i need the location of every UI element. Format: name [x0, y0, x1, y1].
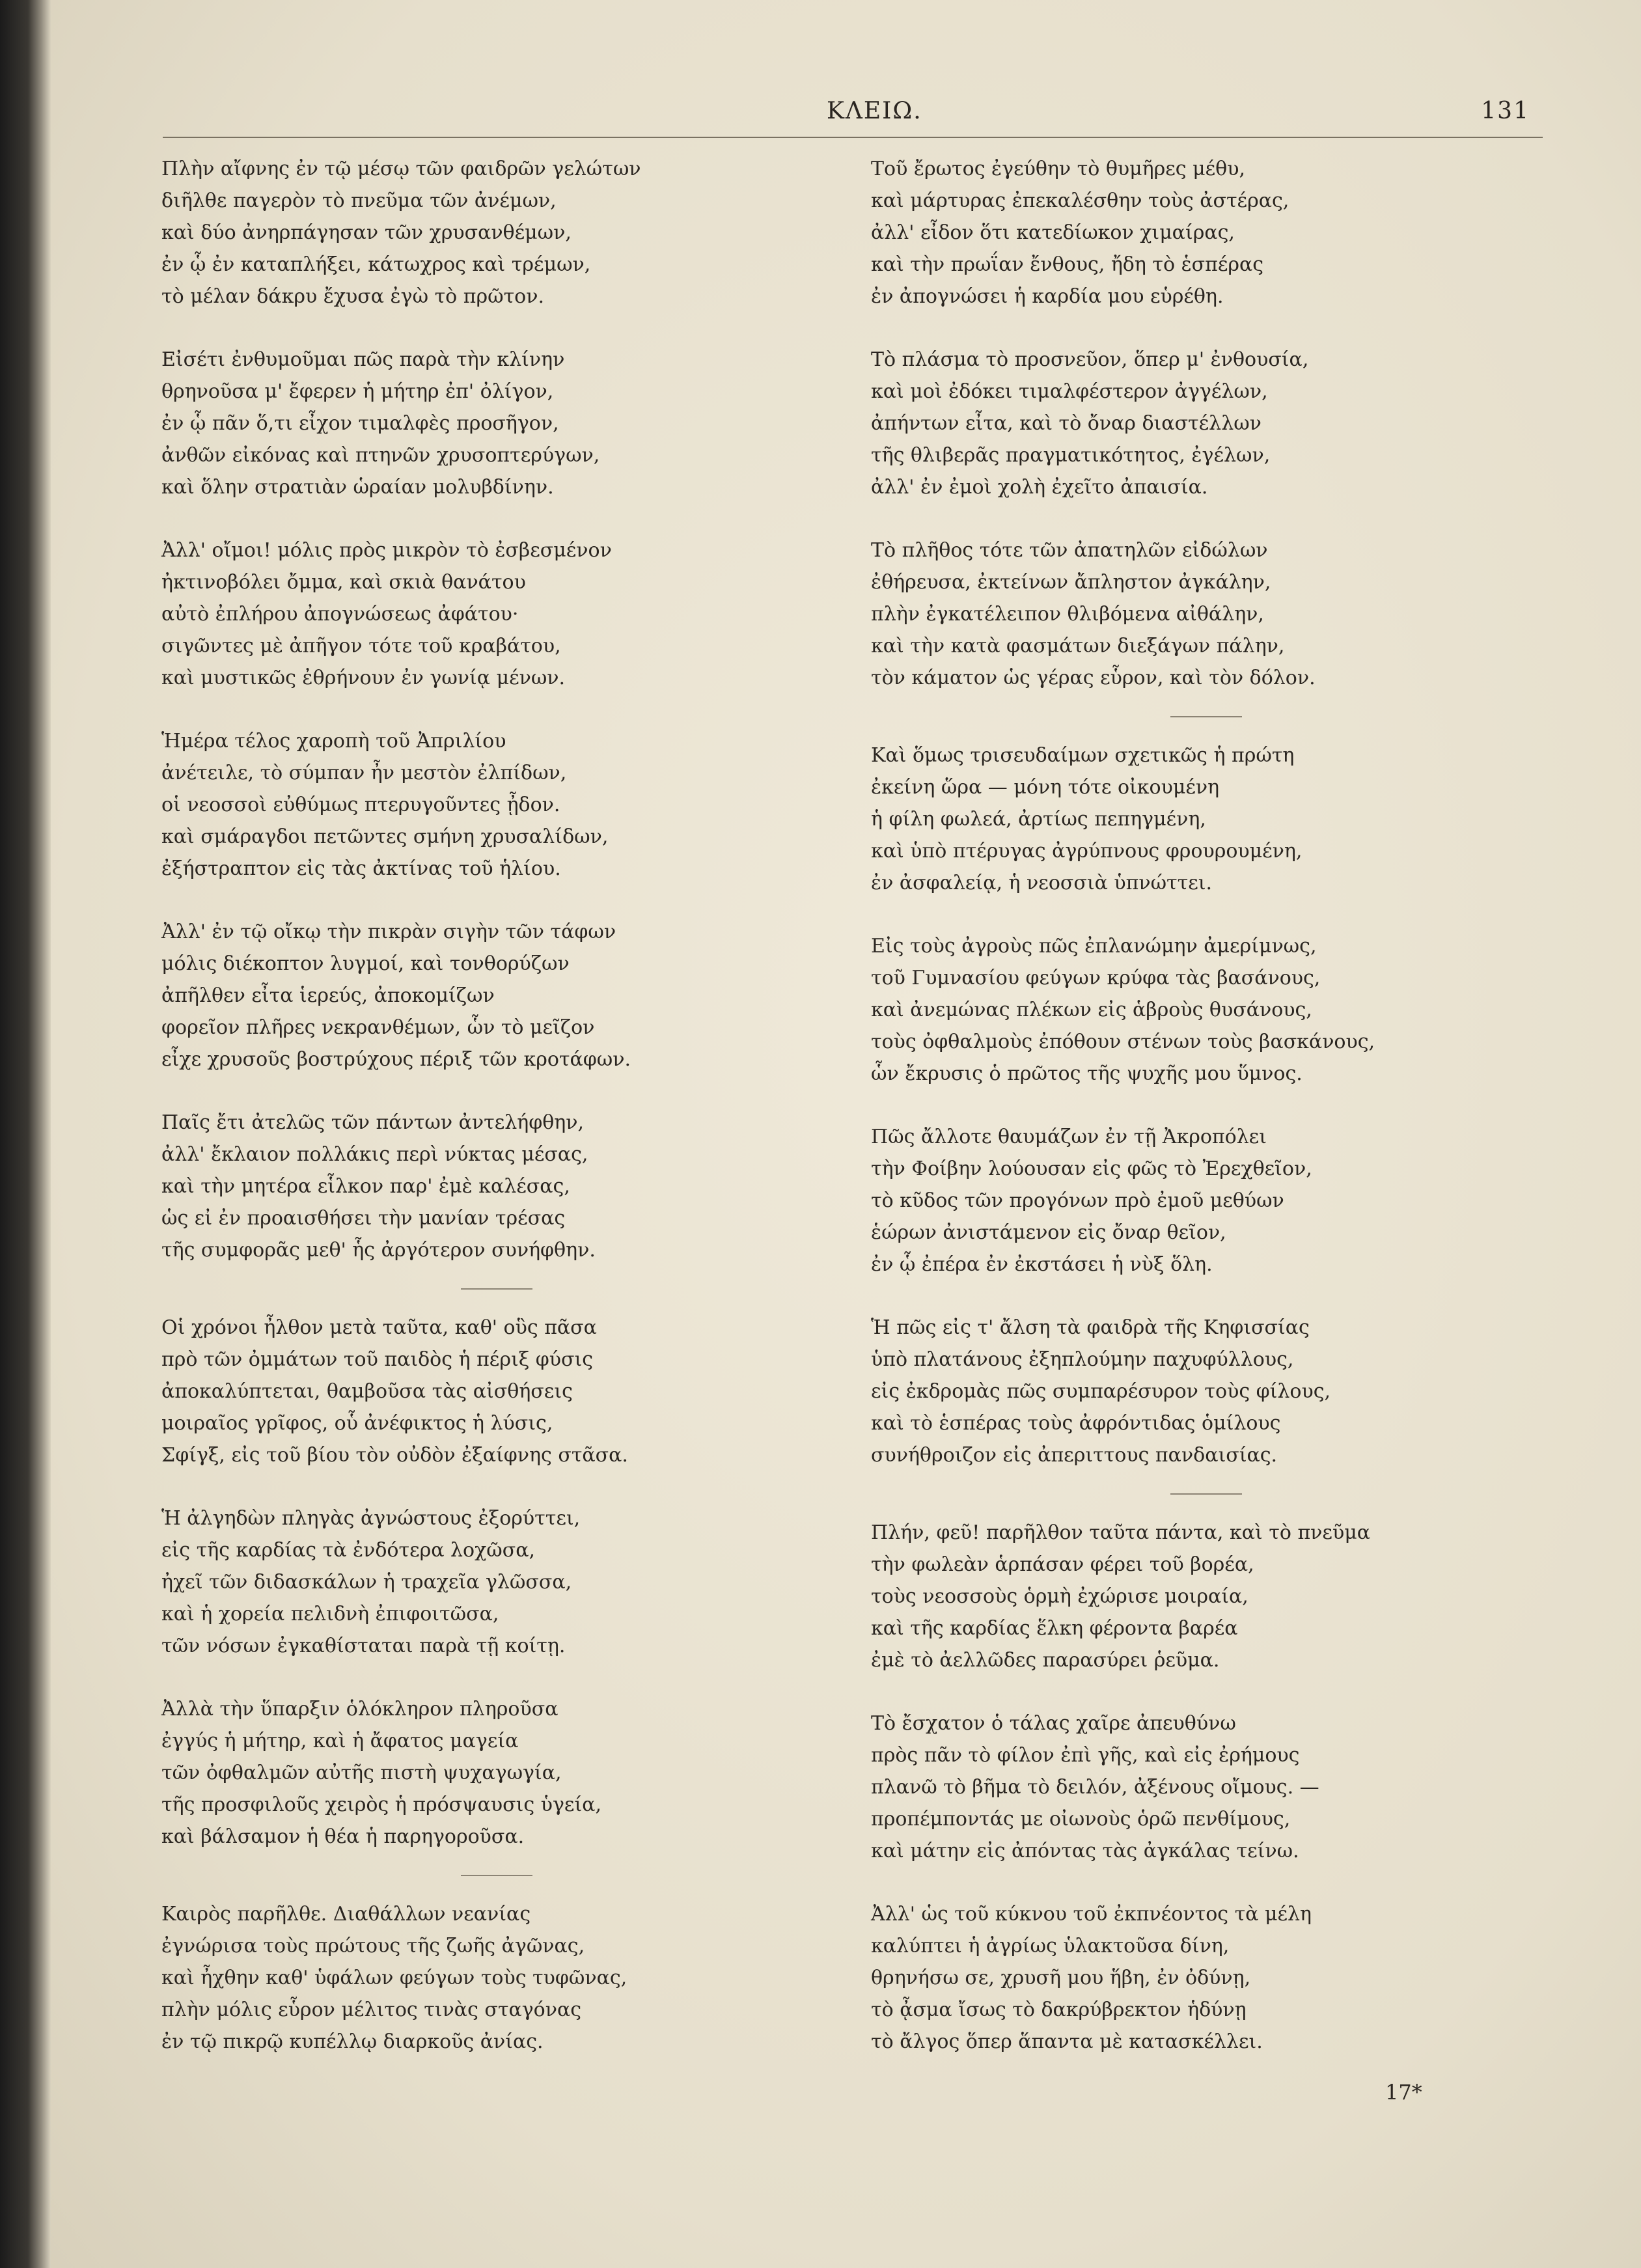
poem-line: Τὸ ἔσχατον ὁ τάλας χαῖρε ἀπευθύνω: [871, 1712, 1236, 1735]
poem-line: καὶ ἡ χορεία πελιδνὴ ἐπιφοιτῶσα,: [161, 1603, 499, 1625]
poem-stanza: [161, 1898, 825, 2058]
poem-line: ἐξήστραπτον εἰς τὰς ἀκτίνας τοῦ ἡλίου.: [161, 857, 561, 880]
left-column: [161, 153, 825, 2089]
poem-line: ἐν ᾧ ἐν καταπλήξει, κάτωχρος καὶ τρέμων,: [161, 253, 591, 276]
poem-line: καὶ μυστικῶς ἐθρήνουν ἐν γωνίᾳ μένων.: [161, 667, 566, 689]
poem-line: πλανῶ τὸ βῆμα τὸ δειλόν, ἀξένους οἴμους. —: [871, 1776, 1319, 1799]
poem-line: μόλις διέκοπτον λυγμοί, καὶ τονθορύζων: [161, 952, 570, 975]
poem-line: τὸ ἄλγος ὅπερ ἅπαντα μὲ κατασκέλλει.: [871, 2030, 1263, 2053]
poem-line: Ἡ ἀλγηδὼν πληγὰς ἀγνώστους ἐξορύττει,: [161, 1507, 581, 1530]
poem-line: καὶ μάτην εἰς ἀπόντας τὰς ἀγκάλας τείνω.: [871, 1840, 1299, 1862]
poem-stanza: [871, 1121, 1535, 1280]
poem-stanza: [161, 1693, 825, 1853]
poem-stanza: [161, 1502, 825, 1662]
poem-line: ἐκείνη ὥρα — μόνη τότε οἰκουμένη: [871, 776, 1220, 799]
header-rule: [163, 137, 1543, 138]
poem-line: συνήθροιζον εἰς ἀπεριττους πανδαισίας.: [871, 1444, 1278, 1467]
poem-line: καὶ δύο ἀνηρπάγησαν τῶν χρυσανθέμων,: [161, 221, 572, 244]
poem-line: τὸ κῦδος τῶν προγόνων πρὸ ἐμοῦ μεθύων: [871, 1189, 1284, 1212]
poem-line: εἰς τῆς καρδίας τὰ ἐνδότερα λοχῶσα,: [161, 1539, 536, 1562]
poem-stanza: [161, 534, 825, 694]
poem-line: οἱ νεοσσοὶ εὐθύμως πτερυγοῦντες ᾖδον.: [161, 794, 560, 816]
poem-line: τὸ μέλαν δάκρυ ἔχυσα ἐγὼ τὸ πρῶτον.: [161, 285, 545, 308]
poem-line: καὶ μάρτυρας ἐπεκαλέσθην τοὺς ἀστέρας,: [871, 189, 1289, 212]
poem-stanza: [871, 1898, 1535, 2058]
poem-line: προπέμποντάς με οἰωνοὺς ὁρῶ πενθίμους,: [871, 1808, 1291, 1831]
poem-line: καὶ ἦχθην καθ' ὑφάλων φεύγων τοὺς τυφῶνας,: [161, 1967, 627, 1989]
poem-line: καὶ βάλσαμον ἡ θέα ἡ παρηγοροῦσα.: [161, 1825, 525, 1848]
poem-line: Εἰς τοὺς ἀγροὺς πῶς ἐπλανώμην ἀμερίμνως,: [871, 935, 1317, 958]
poem-line: τοὺς νεοσσοὺς ὁρμὴ ἐχώρισε μοιραία,: [871, 1585, 1248, 1608]
section-separator: [461, 1875, 532, 1876]
poem-line: Ἀλλὰ τὴν ὕπαρξιν ὁλόκληρον πληροῦσα: [161, 1698, 558, 1721]
poem-stanza: [871, 1517, 1535, 1676]
poem-line: διῆλθε παγερὸν τὸ πνεῦμα τῶν ἀνέμων,: [161, 189, 557, 212]
poem-line: Καὶ ὅμως τρισευδαίμων σχετικῶς ἡ πρώτη: [871, 744, 1295, 767]
poem-stanza: [871, 740, 1535, 899]
poem-line: ἀλλ' ἐν ἐμοὶ χολὴ ἐχεῖτο ἀπαισία.: [871, 476, 1208, 499]
poem-line: ἐθήρευσα, ἐκτείνων ἄπληστον ἀγκάλην,: [871, 571, 1271, 594]
poem-line: ἐν ᾧ ἐπέρα ἐν ἐκστάσει ἡ νὺξ ὅλη.: [871, 1253, 1213, 1276]
poem-line: ἀνέτειλε, τὸ σύμπαν ἦν μεστὸν ἐλπίδων,: [161, 762, 567, 784]
poem-line: πλὴν μόλις εὗρον μέλιτος τινὰς σταγόνας: [161, 1998, 582, 2021]
poem-line: καὶ ἀνεμώνας πλέκων εἰς ἁβροὺς θυσάνους,: [871, 999, 1312, 1021]
poem-line: Σφίγξ, εἰς τοῦ βίου τὸν οὐδὸν ἐξαίφνης στᾶσα.: [161, 1444, 628, 1467]
running-title: ΚΛΕΙΩ.: [827, 98, 922, 124]
poem-line: ἡ φίλη φωλεά, ἀρτίως πεπηγμένη,: [871, 808, 1206, 831]
poem-stanza: [161, 344, 825, 503]
poem-line: Πλὴν αἴφνης ἐν τῷ μέσῳ τῶν φαιδρῶν γελώτων: [161, 158, 641, 180]
poem-line: ἀπήντων εἶτα, καὶ τὸ ὄναρ διαστέλλων: [871, 412, 1262, 435]
poem-line: ὑπὸ πλατάνους ἐξηπλούμην παχυφύλλους,: [871, 1348, 1294, 1371]
poem-line: ὧν ἔκρυσις ὁ πρῶτος τῆς ψυχῆς μου ὕμνος.: [871, 1062, 1303, 1085]
poem-stanza: [161, 153, 825, 312]
poem-line: τὸν κάματον ὡς γέρας εὗρον, καὶ τὸν δόλον.: [871, 667, 1316, 689]
poem-line: Παῖς ἔτι ἀτελῶς τῶν πάντων ἀντελήφθην,: [161, 1111, 585, 1134]
poem-line: Ἀλλ' οἴμοι! μόλις πρὸς μικρὸν τὸ ἐσβεσμένον: [161, 539, 612, 562]
poem-line: ἑώρων ἀνιστάμενον εἰς ὄναρ θεῖον,: [871, 1221, 1226, 1244]
poem-line: ἀνθῶν εἰκόνας καὶ πτηνῶν χρυσοπτερύγων,: [161, 444, 600, 467]
poem-stanza: [871, 153, 1535, 312]
poem-line: μοιραῖος γρῖφος, οὗ ἀνέφικτος ἡ λύσις,: [161, 1412, 553, 1435]
poem-line: σιγῶντες μὲ ἀπῆγον τότε τοῦ κραβάτου,: [161, 635, 561, 657]
poem-line: ἐμὲ τὸ ἀελλῶδες παρασύρει ῥεῦμα.: [871, 1649, 1220, 1672]
poem-line: τοὺς ὀφθαλμοὺς ἐπόθουν στένων τοὺς βασκάνους,: [871, 1030, 1375, 1053]
poem-stanza: [871, 1708, 1535, 1867]
poem-line: ἀλλ' εἶδον ὅτι κατεδίωκον χιμαίρας,: [871, 221, 1235, 244]
poem-line: τῆς συμφορᾶς μεθ' ἧς ἀργότερον συνήφθην.: [161, 1239, 596, 1262]
poem-stanza: [871, 930, 1535, 1090]
poem-line: Ἀλλ' ἐν τῷ οἴκῳ τὴν πικρὰν σιγὴν τῶν τάφων: [161, 920, 616, 943]
poem-line: Πλήν, φεῦ! παρῆλθον ταῦτα πάντα, καὶ τὸ πνεῦμα: [871, 1521, 1370, 1544]
poem-line: τῶν νόσων ἐγκαθίσταται παρὰ τῇ κοίτῃ.: [161, 1635, 566, 1657]
book-binding-edge: [0, 0, 51, 2268]
poem-line: ἀποκαλύπτεται, θαμβοῦσα τὰς αἰσθήσεις: [161, 1380, 573, 1403]
poem-line: τὴν Φοίβην λούουσαν εἰς φῶς τὸ Ἐρεχθεῖον,: [871, 1157, 1312, 1180]
poem-line: καὶ τὸ ἑσπέρας τοὺς ἀφρόντιδας ὁμίλους: [871, 1412, 1281, 1435]
poem-line: εἰς ἐκδρομὰς πῶς συμπαρέσυρον τοὺς φίλους,: [871, 1380, 1331, 1403]
poem-line: ἐν ᾧ πᾶν ὅ,τι εἶχον τιμαλφὲς προσῆγον,: [161, 412, 559, 435]
poem-line: Ἀλλ' ὡς τοῦ κύκνου τοῦ ἐκπνέοντος τὰ μέλη: [871, 1903, 1312, 1926]
page-number: 131: [1481, 98, 1530, 124]
poem-line: ἀλλ' ἔκλαιον πολλάκις περὶ νύκτας μέσας,: [161, 1143, 588, 1166]
poem-line: εἶχε χρυσοῦς βοστρύχους πέριξ τῶν κροτάφων.: [161, 1048, 631, 1071]
poem-line: ἐν ἀσφαλείᾳ, ἡ νεοσσιὰ ὑπνώττει.: [871, 872, 1213, 894]
poem-line: καὶ ὅλην στρατιὰν ὡραίαν μολυβδίνην.: [161, 476, 554, 499]
poem-stanza: [161, 725, 825, 885]
poem-line: καὶ τὴν μητέρα εἷλκον παρ' ἐμὲ καλέσας,: [161, 1175, 570, 1198]
poem-line: πρὸς πᾶν τὸ φίλον ἐπὶ γῆς, καὶ εἰς ἐρήμους: [871, 1744, 1300, 1767]
poem-stanza: [871, 534, 1535, 694]
poem-line: καὶ ὑπὸ πτέρυγας ἀγρύπνους φρουρουμένη,: [871, 840, 1303, 863]
poem-line: καὶ τὴν πρωΐαν ἔνθους, ἤδη τὸ ἑσπέρας: [871, 253, 1264, 276]
poem-line: τοῦ Γυμνασίου φεύγων κρύφα τὰς βασάνους,: [871, 967, 1321, 989]
poem-line: Καιρὸς παρῆλθε. Διαθάλλων νεανίας: [161, 1903, 531, 1926]
section-separator: [1170, 716, 1242, 717]
poem-line: ἠχεῖ τῶν διδασκάλων ἡ τραχεῖα γλῶσσα,: [161, 1571, 572, 1594]
poem-line: Τὸ πλάσμα τὸ προσνεῦον, ὅπερ μ' ἐνθουσία,: [871, 348, 1309, 371]
poem-line: τὸ ᾆσμα ἴσως τὸ δακρύβρεκτον ἡδύνῃ: [871, 1998, 1247, 2021]
poem-line: πλὴν ἐγκατέλειπον θλιβόμενα αἰθάλην,: [871, 603, 1264, 626]
poem-line: Πῶς ἄλλοτε θαυμάζων ἐν τῇ Ἀκροπόλει: [871, 1126, 1267, 1148]
poem-line: καὶ τὴν κατὰ φασμάτων διεξάγων πάλην,: [871, 635, 1285, 657]
right-column: [871, 153, 1535, 2089]
poem-line: ἐγνώρισα τοὺς πρώτους τῆς ζωῆς ἀγῶνας,: [161, 1935, 585, 1957]
running-header: [98, 98, 1530, 137]
poem-line: ἠκτινοβόλει ὄμμα, καὶ σκιὰ θανάτου: [161, 571, 526, 594]
poem-line: πρὸ τῶν ὀμμάτων τοῦ παιδὸς ἡ πέριξ φύσις: [161, 1348, 594, 1371]
poem-stanza: [161, 916, 825, 1075]
signature-mark: 17*: [1385, 2080, 1422, 2105]
poem-line: ἀπῆλθεν εἶτα ἱερεύς, ἀποκομίζων: [161, 984, 495, 1007]
poem-line: καὶ σμάραγδοι πετῶντες σμήνη χρυσαλίδων,: [161, 825, 609, 848]
poem-line: ἐγγύς ἡ μήτηρ, καὶ ἡ ἄφατος μαγεία: [161, 1730, 519, 1752]
poem-stanza: [871, 344, 1535, 503]
section-separator: [461, 1288, 532, 1290]
poem-line: Ἡμέρα τέλος χαροπὴ τοῦ Ἀπριλίου: [161, 730, 506, 753]
poem-line: τῶν ὀφθαλμῶν αὐτῆς πιστὴ ψυχαγωγία,: [161, 1762, 562, 1784]
poem-line: Ἡ πῶς εἰς τ' ἄλση τὰ φαιδρὰ τῆς Κηφισσίας: [871, 1316, 1310, 1339]
poem-line: Εἰσέτι ἐνθυμοῦμαι πῶς παρὰ τὴν κλίνην: [161, 348, 565, 371]
poem-line: ἐν τῷ πικρῷ κυπέλλῳ διαρκοῦς ἀνίας.: [161, 2030, 544, 2053]
poem-line: θρηνήσω σε, χρυσῆ μου ἥβη, ἐν ὀδύνῃ,: [871, 1967, 1251, 1989]
poem-line: ὡς εἰ ἐν προαισθήσει τὴν μανίαν τρέσας: [161, 1207, 566, 1230]
poem-line: Τὸ πλῆθος τότε τῶν ἀπατηλῶν εἰδώλων: [871, 539, 1268, 562]
poem-line: ἐν ἀπογνώσει ἡ καρδία μου εὑρέθη.: [871, 285, 1224, 308]
poem-stanza: [161, 1107, 825, 1266]
poem-line: αὐτὸ ἐπλήρου ἀπογνώσεως ἀφάτου·: [161, 603, 519, 626]
poem-stanza: [871, 1312, 1535, 1471]
section-separator: [1170, 1493, 1242, 1495]
poem-line: καὶ τῆς καρδίας ἕλκη φέροντα βαρέα: [871, 1617, 1238, 1640]
poem-line: φορεῖον πλῆρες νεκρανθέμων, ὧν τὸ μεῖζον: [161, 1016, 595, 1039]
poem-line: τῆς θλιβερᾶς πραγματικότητος, ἐγέλων,: [871, 444, 1271, 467]
poem-line: καλύπτει ἡ ἀγρίως ὑλακτοῦσα δίνη,: [871, 1935, 1230, 1957]
poem-line: τῆς προσφιλοῦς χειρὸς ἡ πρόσψαυσις ὑγεία,: [161, 1793, 602, 1816]
poem-stanza: [161, 1312, 825, 1471]
poem-line: θρηνοῦσα μ' ἔφερεν ἡ μήτηρ ἐπ' ὀλίγον,: [161, 380, 554, 403]
poem-line: Οἱ χρόνοι ἦλθον μετὰ ταῦτα, καθ' οὓς πᾶσα: [161, 1316, 597, 1339]
poem-line: καὶ μοὶ ἐδόκει τιμαλφέστερον ἀγγέλων,: [871, 380, 1268, 403]
poem-line: τὴν φωλεὰν ἁρπάσαν φέρει τοῦ βορέα,: [871, 1553, 1254, 1576]
poem-line: Τοῦ ἔρωτος ἐγεύθην τὸ θυμῆρες μέθυ,: [871, 158, 1246, 180]
